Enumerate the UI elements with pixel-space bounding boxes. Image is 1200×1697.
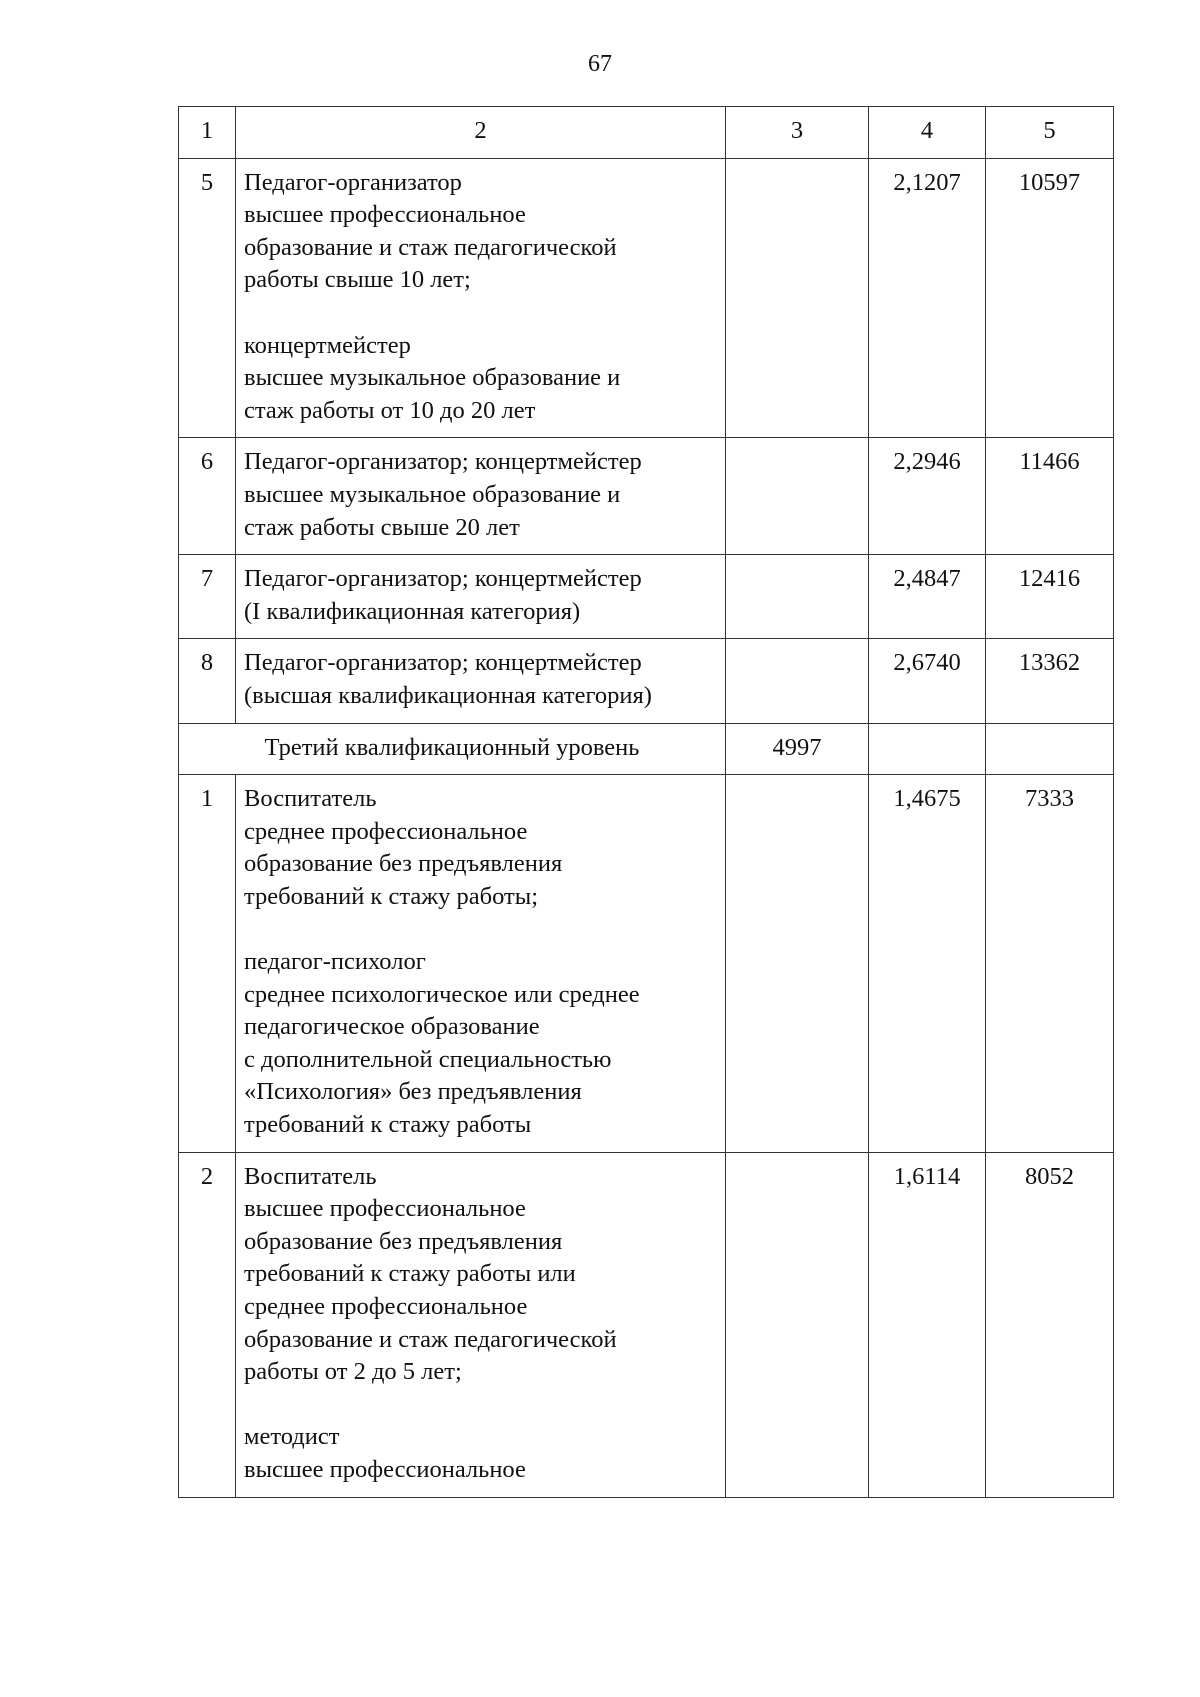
coefficient-cell: 1,6114 xyxy=(869,1152,986,1497)
qualification-level-label: Третий квалификационный уровень xyxy=(179,723,726,775)
base-salary-cell xyxy=(726,158,869,438)
coefficient-cell: 2,4847 xyxy=(869,555,986,639)
description-line: (высшая квалификационная категория) xyxy=(244,681,652,709)
description-line: среднее психологическое или среднее xyxy=(244,980,640,1008)
description-line: с дополнительной специальностью xyxy=(244,1045,612,1073)
description-line: высшее музыкальное образование и xyxy=(244,480,621,508)
row-number: 8 xyxy=(179,639,236,723)
empty-cell xyxy=(986,723,1114,775)
coefficient-cell: 2,2946 xyxy=(869,438,986,555)
description-line: педагог-психолог xyxy=(244,948,426,976)
description-line: Педагог-организатор xyxy=(244,168,462,196)
description-line: концертмейстер xyxy=(244,331,411,359)
page-number: 67 xyxy=(588,51,612,77)
description-line: среднее профессиональное xyxy=(244,1293,528,1320)
description-line: среднее профессиональное xyxy=(244,817,528,845)
row-number: 6 xyxy=(179,438,236,555)
description-line: (I квалификационная категория) xyxy=(244,597,581,625)
header-cell-4: 4 xyxy=(869,107,986,159)
description-line: педагогическое образование xyxy=(244,1013,540,1041)
description-line: стаж работы от 10 до 20 лет xyxy=(244,396,536,424)
salary-cell: 7333 xyxy=(986,775,1114,1153)
description-line: Воспитатель xyxy=(244,1162,377,1190)
description-line: образование без предъявления xyxy=(244,1227,563,1255)
salary-cell: 11466 xyxy=(986,438,1114,555)
description-line: методист xyxy=(244,1423,340,1451)
description-line: требований к стажу работы; xyxy=(244,882,538,910)
salary-cell: 10597 xyxy=(986,158,1114,438)
table-row xyxy=(179,1152,1114,1497)
position-description xyxy=(236,158,726,438)
header-cell-5: 5 xyxy=(986,107,1114,159)
table-row xyxy=(179,555,1114,639)
table-row xyxy=(179,775,1114,1153)
coefficient-cell: 2,6740 xyxy=(869,639,986,723)
description-line: высшее профессиональное xyxy=(244,1455,526,1483)
salary-cell: 12416 xyxy=(986,555,1114,639)
description-line: образование и стаж педагогической xyxy=(244,1325,617,1353)
description-line: требований к стажу работы или xyxy=(244,1260,576,1288)
description-line: высшее профессиональное xyxy=(244,201,526,229)
base-salary-cell xyxy=(726,775,869,1153)
header-cell-1: 1 xyxy=(179,107,236,159)
paragraph-gap xyxy=(244,297,719,330)
description-line: работы свыше 10 лет; xyxy=(244,266,471,294)
description-line: Педагог-организатор; концертмейстер xyxy=(244,448,642,476)
table-header-row xyxy=(179,107,1114,159)
position-description xyxy=(236,1152,726,1497)
salary-cell: 8052 xyxy=(986,1152,1114,1497)
description-line: «Психология» без предъявления xyxy=(244,1078,582,1106)
position-description xyxy=(236,438,726,555)
base-salary-cell xyxy=(726,1152,869,1497)
base-salary-cell xyxy=(726,438,869,555)
row-number: 1 xyxy=(179,775,236,1153)
description-line: образование без предъявления xyxy=(244,850,563,878)
paragraph-gap xyxy=(244,1389,719,1422)
row-number: 7 xyxy=(179,555,236,639)
paragraph-gap xyxy=(244,913,719,946)
row-number: 2 xyxy=(179,1152,236,1497)
coefficient-cell: 1,4675 xyxy=(869,775,986,1153)
header-cell-2: 2 xyxy=(236,107,726,159)
header-cell-3: 3 xyxy=(726,107,869,159)
description-line: образование и стаж педагогической xyxy=(244,233,617,261)
coefficient-cell: 2,1207 xyxy=(869,158,986,438)
row-number: 5 xyxy=(179,158,236,438)
salary-table xyxy=(178,106,1114,1498)
table-row xyxy=(179,158,1114,438)
empty-cell xyxy=(869,723,986,775)
table-row xyxy=(179,438,1114,555)
table-row xyxy=(179,639,1114,723)
base-salary-cell xyxy=(726,639,869,723)
base-salary-cell: 4997 xyxy=(726,723,869,775)
description-line: высшее музыкальное образование и xyxy=(244,364,621,392)
description-line: Педагог-организатор; концертмейстер xyxy=(244,649,642,677)
description-line: требований к стажу работы xyxy=(244,1111,532,1139)
description-line: Педагог-организатор; концертмейстер xyxy=(244,565,642,593)
table-body xyxy=(179,107,1114,1498)
description-line: стаж работы свыше 20 лет xyxy=(244,513,520,541)
base-salary-cell xyxy=(726,555,869,639)
description-line: высшее профессиональное xyxy=(244,1195,526,1223)
description-line: работы от 2 до 5 лет; xyxy=(244,1358,462,1386)
salary-cell: 13362 xyxy=(986,639,1114,723)
qualification-level-row xyxy=(179,723,1114,775)
position-description xyxy=(236,555,726,639)
description-line: Воспитатель xyxy=(244,785,377,813)
position-description xyxy=(236,639,726,723)
position-description xyxy=(236,775,726,1153)
